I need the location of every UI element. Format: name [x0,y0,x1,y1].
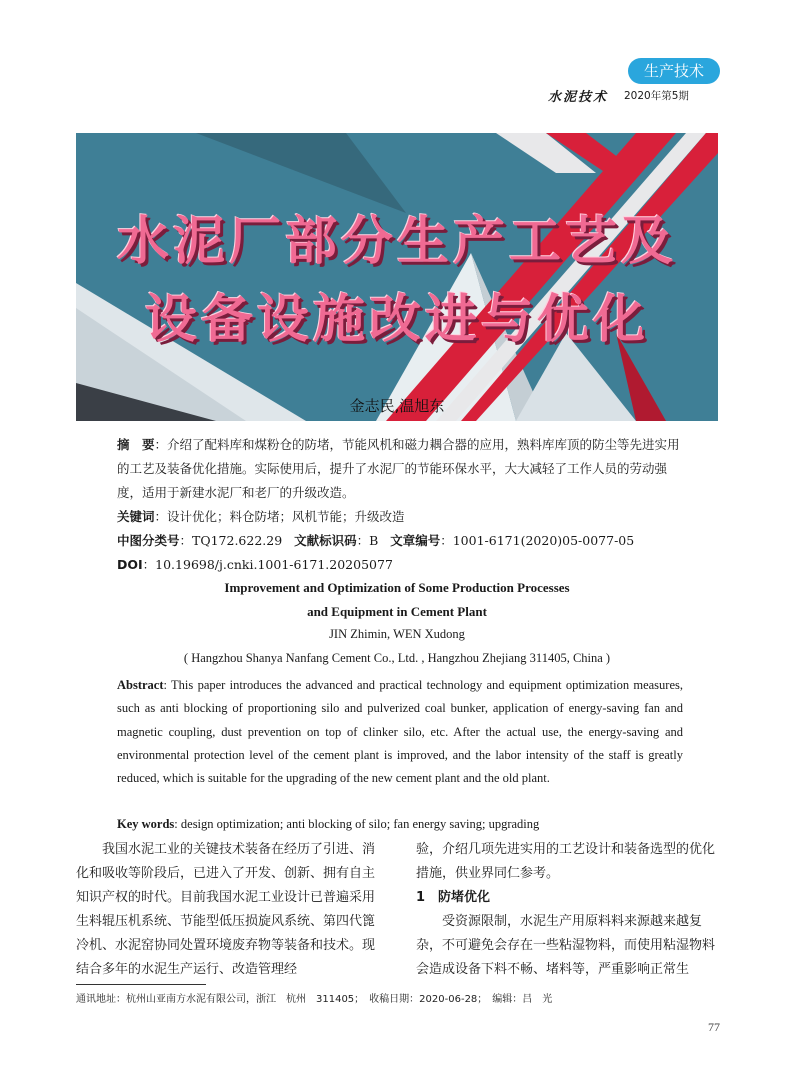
keywords-cn [117,505,687,529]
body-right-column [416,838,720,982]
doi-value: ：10.19698/j.cnki.1001-6171.20205077 [142,557,393,572]
body-paragraph: 受资源限制，水泥生产用原料料来源越来越复杂，不可避免会存在一些粘湿物料，而使用粘湿物料会造成设备下料不畅、堵料等，严重影响正常生 [416,914,716,977]
authors-cn: 金志民,温旭东 [349,397,445,415]
english-title-line-1: Improvement and Optimization of Some Production Processes [224,580,570,595]
section-badge: 生产技术 [628,58,720,84]
doi-line [117,553,687,577]
footnote-rule [76,984,206,985]
body-paragraph: 验，介绍几项先进实用的工艺设计和装备选型的优化措施，供业界同仁参考。 [416,842,716,881]
footnote: 通讯地址：杭州山亚南方水泥有限公司，浙江 杭州 311405； 收稿日期：2020-06-28； 编辑：吕 光 [76,994,553,1005]
english-authors: JIN Zhimin, WEN Xudong [329,627,465,641]
doccode-label: 文献标识码 [294,533,357,548]
english-keywords-text: : design optimization; anti blocking of silo; fan energy saving; upgrading [174,817,540,831]
journal-name: 水泥技术 [548,90,609,105]
english-title-line-2: and Equipment in Cement Plant [307,604,487,619]
english-abstract [117,674,683,790]
abstract-cn [117,433,687,505]
abstract-cn-label: 摘 要 [117,437,155,452]
keywords-cn-text: ：设计优化；料仓防堵；风机节能；升级改造 [154,509,405,524]
abstract-cn-text: ：介绍了配料库和煤粉仓的防堵，节能风机和磁力耦合器的应用，熟料库库顶的防尘等先进实用的工艺及装备优化措施。实际使用后，提升了水泥厂的节能环保水平，大大减轻了工作人员的劳动强度，适用于新建水泥厂和老厂的升级改造。 [117,437,680,500]
clc-value: ：TQ172.622.29 [179,533,283,548]
page-number: 77 [708,1020,720,1034]
body-paragraph: 我国水泥工业的关键技术装备在经历了引进、消化和吸收等阶段后，已进入了开发、创新、拥有自主知识产权的时代。目前我国水泥工业设计已普遍采用生料辊压机系统、节能型低压损旋风系统、第四代篦冷机、水泥窑协同处置环境废弃物等装备和技术。现结合多年的水泥生产运行、改造管理经 [76,842,376,977]
english-keywords-label: Key words [117,817,175,831]
article-label: 文章编号 [390,533,441,548]
classification-line [117,529,687,553]
doi-label: DOI [117,557,143,572]
english-affiliation: ( Hangzhou Shanya Nanfang Cement Co., Ltd. , Hangzhou Zhejiang 311405, China ) [183,651,611,665]
title-banner [76,133,718,421]
clc-label: 中图分类号 [117,533,180,548]
banner-title-line-1: 水泥厂部分生产工艺及 [116,212,677,272]
english-keywords [117,813,683,836]
english-abstract-label: Abstract [117,678,164,692]
article-value: ：1001-6171(2020)05-0077-05 [440,533,635,548]
body-left-column [76,838,382,982]
banner-title-line-2: 设备设施改进与优化 [144,290,649,350]
english-abstract-text: : This paper introduces the advanced and practical technology and equipment optimization measures, such as anti blocking of proportioning silo and pulverized coal bunker, application of energy-saving fan and magnetic coupling, dust prevention on top of clinker silo, etc. After the actual use, the energy-saving and environmental protection level of the cement plant is improved, and the labor intensity of the staff is greatly reduced, which is suitable for the upgrading of the new cement plant and the old plant. [117,678,683,786]
section-heading: 1 防堵优化 [416,890,491,905]
journal-issue: 2020年第5期 [624,90,689,102]
doccode-value: ：B [356,533,379,548]
keywords-cn-label: 关键词 [117,509,155,524]
